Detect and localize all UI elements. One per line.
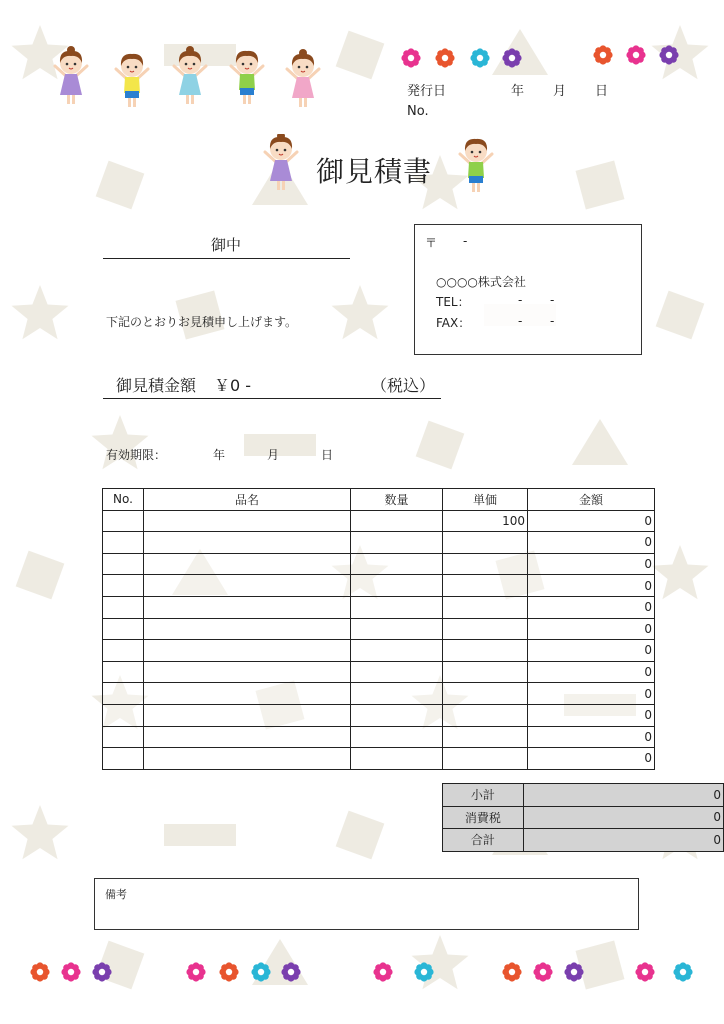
cell-item[interactable]	[144, 553, 351, 575]
flower-icon	[564, 962, 583, 981]
triangle-shape	[572, 419, 628, 465]
cell-no[interactable]	[103, 618, 144, 640]
fax-dash-2: -	[550, 314, 555, 328]
cell-item[interactable]	[144, 596, 351, 618]
col-header-qty: 数量	[351, 489, 443, 511]
cell-qty[interactable]	[351, 532, 443, 554]
cell-no[interactable]	[103, 683, 144, 705]
page-title: 御見積書	[316, 155, 433, 188]
company-name: ○○○○株式会社	[436, 275, 526, 289]
table-row	[103, 726, 655, 748]
cell-amount[interactable]: 0	[528, 575, 655, 597]
flower-icon	[373, 962, 392, 981]
cell-amount[interactable]: 0	[528, 683, 655, 705]
boy-yellow-icon	[116, 54, 148, 107]
col-header-item: 品名	[144, 489, 351, 511]
tax-included-note: （税込）	[371, 376, 436, 395]
cell-amount[interactable]: 0	[528, 553, 655, 575]
validity-day: 日	[321, 448, 334, 462]
cell-qty[interactable]	[351, 683, 443, 705]
cell-qty[interactable]	[351, 575, 443, 597]
flower-icon	[92, 962, 111, 981]
cell-qty[interactable]	[351, 704, 443, 726]
table-row	[103, 510, 655, 532]
cell-qty[interactable]	[351, 510, 443, 532]
cell-amount[interactable]: 0	[528, 532, 655, 554]
cell-no[interactable]	[103, 596, 144, 618]
cell-item[interactable]	[144, 575, 351, 597]
tel-label: TEL：	[436, 295, 470, 309]
cell-qty[interactable]	[351, 748, 443, 770]
flower-icon	[281, 962, 300, 981]
postal-mark: 〒	[425, 236, 438, 250]
boy-green-icon	[460, 139, 492, 192]
diamond-shape	[96, 161, 145, 210]
flower-icon	[414, 962, 433, 981]
cell-item[interactable]	[144, 532, 351, 554]
tax-row	[443, 806, 724, 829]
cell-item[interactable]	[144, 640, 351, 662]
cell-item[interactable]	[144, 510, 351, 532]
cell-item[interactable]	[144, 726, 351, 748]
tel-row	[436, 293, 555, 310]
cell-no[interactable]	[103, 640, 144, 662]
tax-label: 消費税	[443, 806, 524, 829]
postal-dash: -	[463, 234, 468, 248]
cell-qty[interactable]	[351, 553, 443, 575]
amount-value: ￥0 -	[214, 376, 252, 395]
tax-value[interactable]: 0	[523, 806, 723, 829]
cell-no[interactable]	[103, 575, 144, 597]
cell-unit-price[interactable]	[443, 596, 528, 618]
girl-purple-icon	[265, 134, 297, 190]
cell-unit-price[interactable]	[443, 661, 528, 683]
star-shape	[12, 805, 69, 859]
total-label: 合計	[443, 829, 524, 852]
flower-icon	[502, 48, 521, 67]
validity-month: 月	[267, 448, 280, 462]
table-row	[103, 575, 655, 597]
intro-text: 下記のとおりお見積申し上げます。	[106, 315, 298, 329]
issue-info	[407, 78, 637, 122]
cell-unit-price[interactable]	[443, 640, 528, 662]
flower-icon	[470, 48, 489, 67]
cell-unit-price[interactable]	[443, 618, 528, 640]
girl-purple-icon	[55, 46, 87, 104]
validity-label: 有効期限：	[106, 448, 167, 462]
square-shape	[576, 941, 625, 990]
cell-item[interactable]	[144, 748, 351, 770]
fax-row	[436, 314, 555, 331]
cell-unit-price[interactable]	[443, 683, 528, 705]
cell-amount[interactable]: 0	[528, 618, 655, 640]
star-shape	[332, 285, 389, 339]
star-shape	[12, 285, 69, 339]
girl-pink-icon	[287, 49, 319, 107]
star-shape	[652, 25, 709, 79]
col-header-amount: 金額	[528, 489, 655, 511]
boy-green-icon	[231, 51, 263, 104]
cell-qty[interactable]	[351, 618, 443, 640]
estimate-amount	[103, 370, 441, 399]
flower-icon	[659, 45, 678, 64]
items-table	[102, 488, 655, 770]
cell-amount[interactable]: 0	[528, 704, 655, 726]
diamond-shape	[336, 811, 385, 860]
fax-label: FAX：	[436, 316, 471, 330]
table-row	[103, 596, 655, 618]
flower-icon	[533, 962, 552, 981]
kids-illustration	[44, 44, 344, 110]
cell-item[interactable]	[144, 704, 351, 726]
flower-icon	[635, 962, 654, 981]
amount-label: 御見積金額	[116, 376, 197, 395]
cell-item[interactable]	[144, 661, 351, 683]
cell-unit-price[interactable]	[443, 575, 528, 597]
remarks-label: 備考	[105, 888, 127, 901]
cell-qty[interactable]	[351, 661, 443, 683]
col-header-no: No.	[103, 489, 144, 511]
tel-dash-1: -	[518, 293, 523, 307]
cell-unit-price[interactable]	[443, 748, 528, 770]
girl-blue-icon	[174, 46, 206, 104]
cell-amount[interactable]: 0	[528, 510, 655, 532]
cell-unit-price[interactable]	[443, 726, 528, 748]
bar-shape	[164, 824, 236, 846]
issue-date-label: 発行日	[407, 83, 447, 99]
tel-dash-2: -	[550, 293, 555, 307]
flower-icon	[593, 45, 612, 64]
issue-day-label: 日	[595, 83, 609, 99]
cell-qty[interactable]	[351, 640, 443, 662]
cell-no[interactable]	[103, 532, 144, 554]
recipient-suffix: 御中	[211, 236, 242, 254]
totals-table	[442, 783, 724, 852]
table-row	[103, 640, 655, 662]
diamond-shape	[16, 551, 65, 600]
subtotal-value[interactable]: 0	[523, 784, 723, 807]
bar-shape	[244, 434, 316, 456]
table-row	[103, 683, 655, 705]
cell-amount[interactable]: 0	[528, 640, 655, 662]
flower-icon	[673, 962, 692, 981]
remarks-box[interactable]	[94, 878, 639, 930]
cell-no[interactable]	[103, 726, 144, 748]
table-row	[103, 618, 655, 640]
table-header-row	[103, 489, 655, 511]
fax-dash-1: -	[518, 314, 523, 328]
flower-icon	[626, 45, 645, 64]
cell-qty[interactable]	[351, 726, 443, 748]
flower-icon	[251, 962, 270, 981]
validity-year: 年	[213, 448, 226, 462]
star-shape	[412, 935, 469, 989]
diamond-shape	[656, 291, 705, 340]
cell-unit-price[interactable]	[443, 532, 528, 554]
cell-unit-price[interactable]	[443, 704, 528, 726]
subtotal-row	[443, 784, 724, 807]
issue-year-label: 年	[511, 83, 525, 99]
flower-icon	[186, 962, 205, 981]
cell-amount[interactable]: 0	[528, 661, 655, 683]
cell-unit-price[interactable]: 100	[443, 510, 528, 532]
title-block	[258, 134, 498, 196]
table-row	[103, 553, 655, 575]
diamond-shape	[416, 421, 465, 470]
cell-amount[interactable]: 0	[528, 726, 655, 748]
subtotal-label: 小計	[443, 784, 524, 807]
cell-amount[interactable]: 0	[528, 748, 655, 770]
table-row	[103, 704, 655, 726]
flower-icon	[61, 962, 80, 981]
cell-no[interactable]	[103, 510, 144, 532]
table-row	[103, 748, 655, 770]
total-value[interactable]: 0	[523, 829, 723, 852]
triangle-shape	[492, 29, 548, 75]
table-row	[103, 661, 655, 683]
flower-icon	[30, 962, 49, 981]
cell-amount[interactable]: 0	[528, 596, 655, 618]
flower-icon	[435, 48, 454, 67]
cell-item[interactable]	[144, 683, 351, 705]
cell-no[interactable]	[103, 661, 144, 683]
table-row	[103, 532, 655, 554]
cell-item[interactable]	[144, 618, 351, 640]
flower-icon	[219, 962, 238, 981]
cell-no[interactable]	[103, 553, 144, 575]
flower-icon	[401, 48, 420, 67]
star-shape	[652, 545, 709, 599]
document-number-label: No.	[407, 103, 429, 119]
sender-box	[414, 224, 642, 355]
cell-no[interactable]	[103, 704, 144, 726]
flower-icon	[502, 962, 521, 981]
col-header-unit-price: 単価	[443, 489, 528, 511]
issue-month-label: 月	[553, 83, 567, 99]
cell-no[interactable]	[103, 748, 144, 770]
total-row	[443, 829, 724, 852]
square-shape	[576, 161, 625, 210]
cell-qty[interactable]	[351, 596, 443, 618]
recipient-line[interactable]	[103, 230, 350, 259]
cell-unit-price[interactable]	[443, 553, 528, 575]
